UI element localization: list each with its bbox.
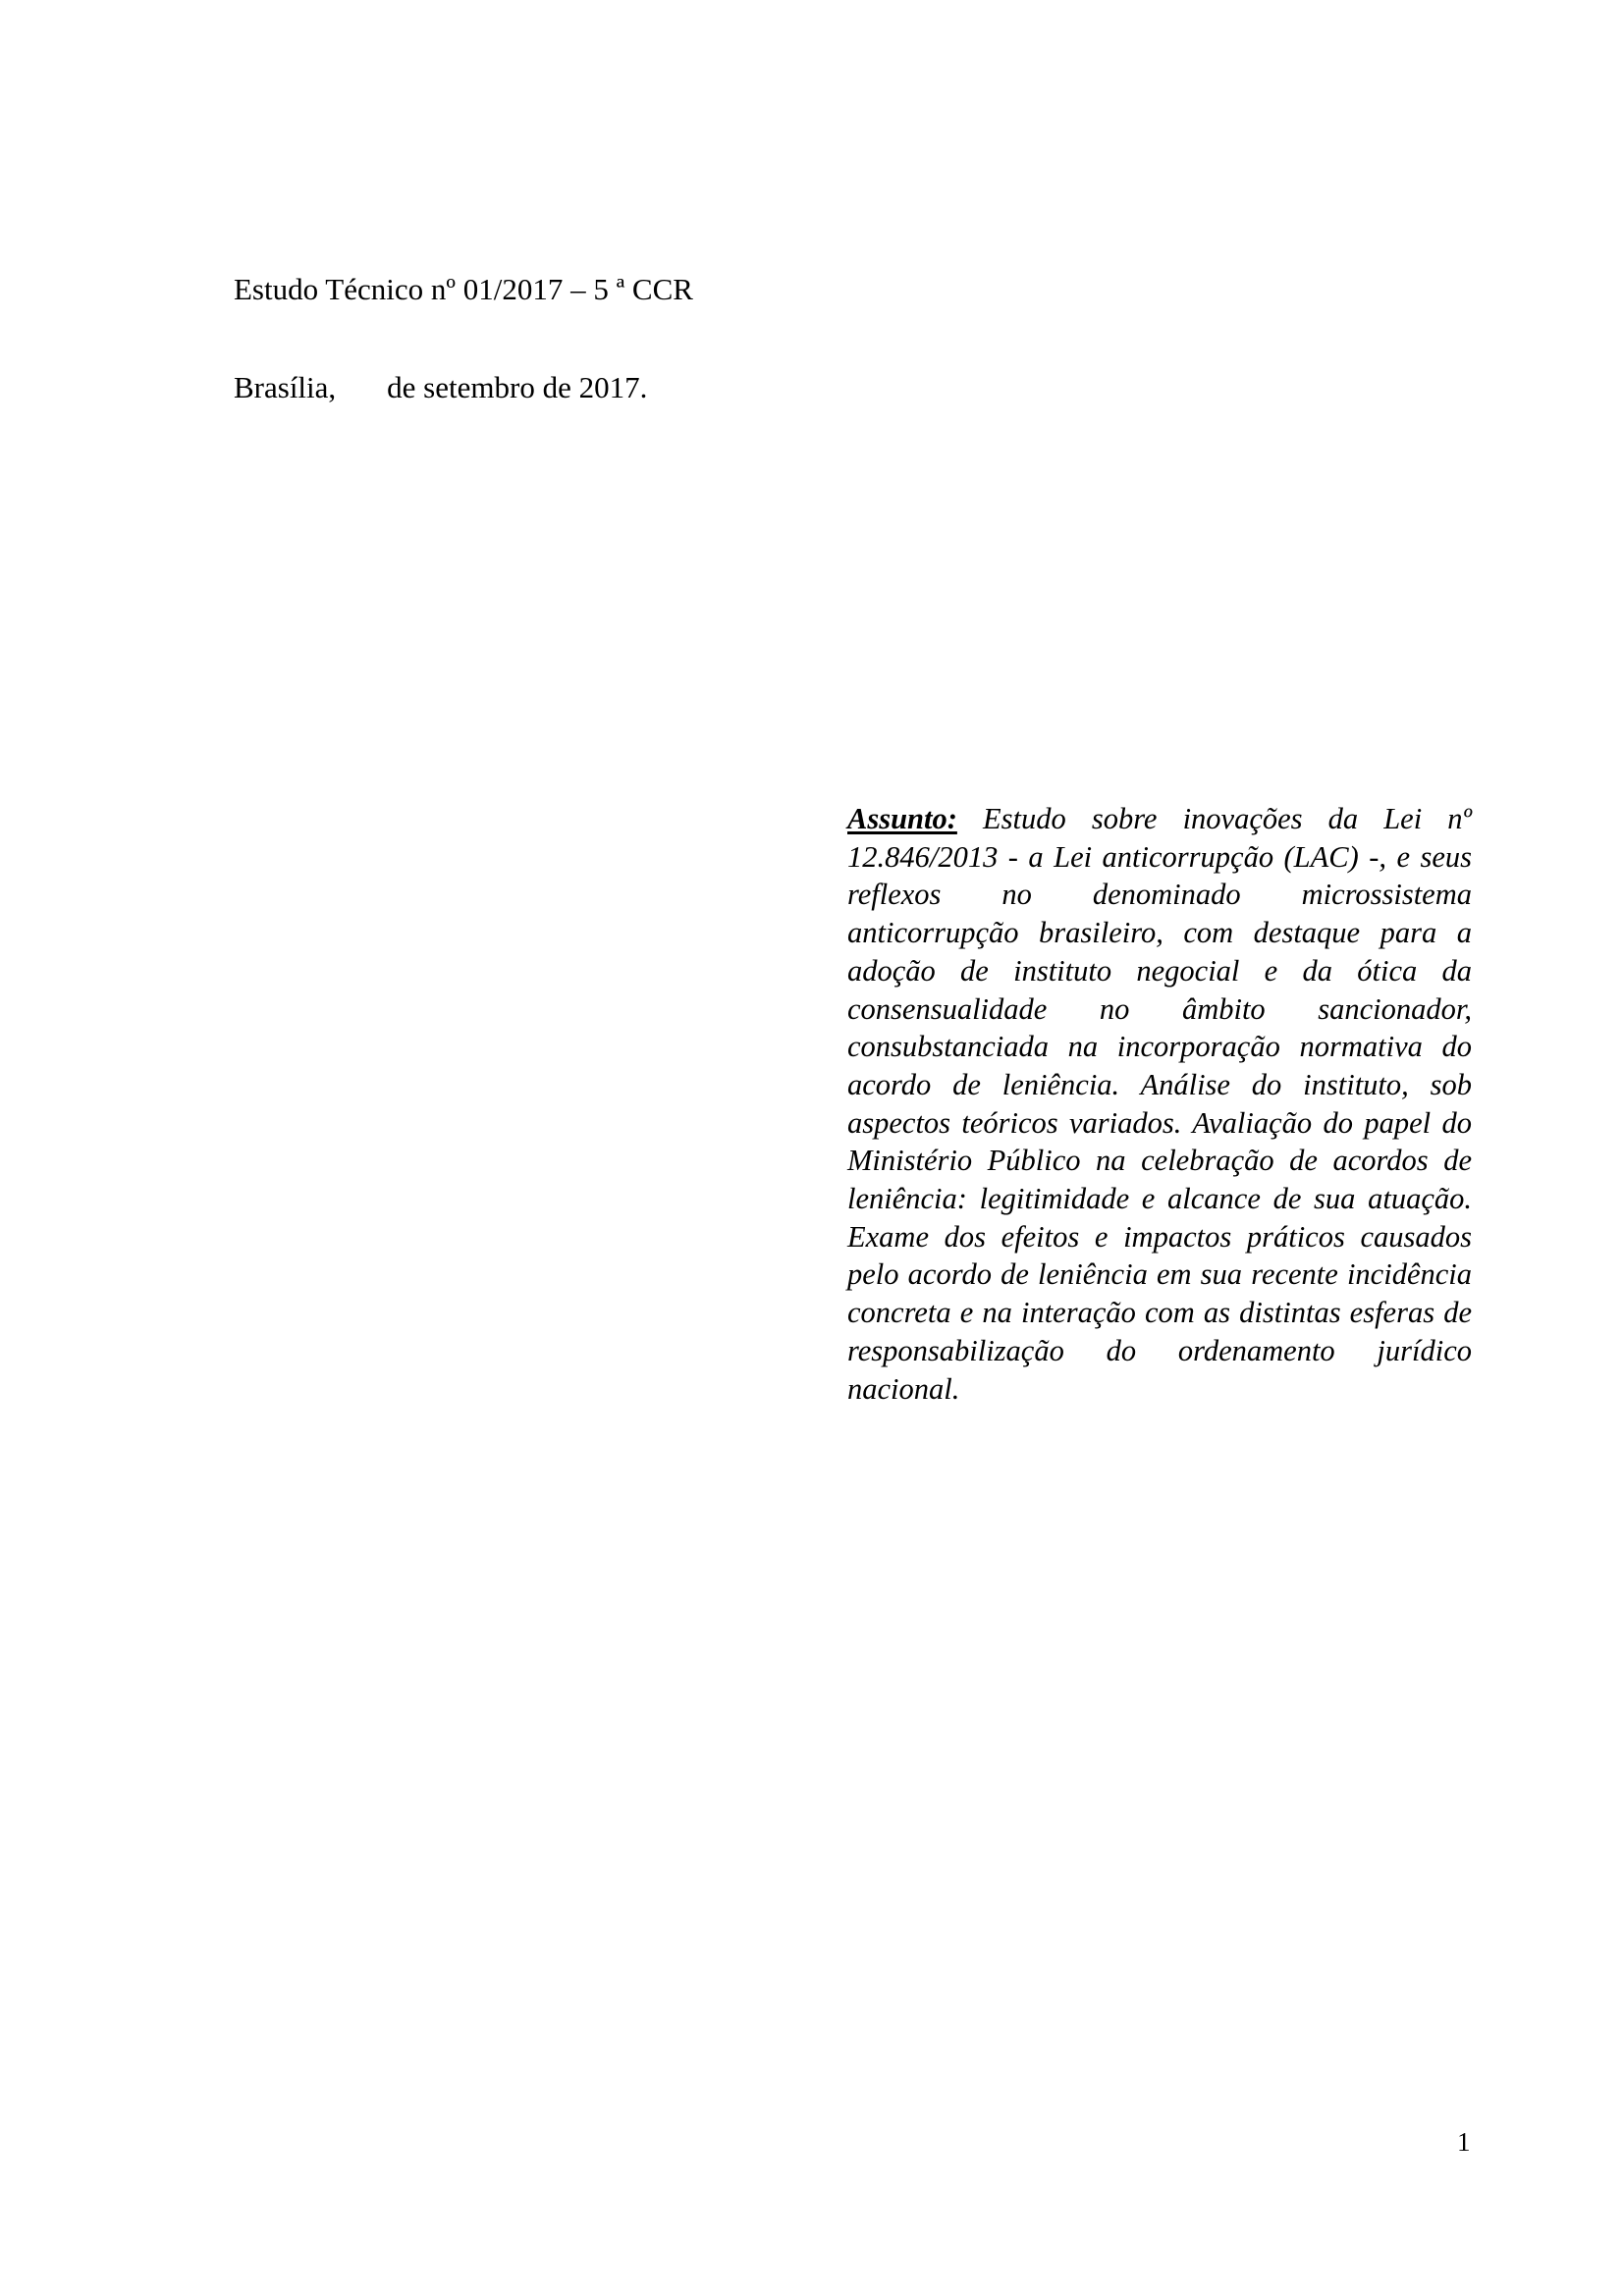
- document-date: [234, 368, 647, 407]
- subject-label: Assunto:: [847, 802, 957, 835]
- subject-block: [847, 800, 1472, 1408]
- date-text: de setembro de 2017.: [387, 370, 648, 404]
- document-header: Estudo Técnico nº 01/2017 – 5 ª CCR: [234, 272, 693, 306]
- date-city: Brasília,: [234, 370, 337, 404]
- subject-text: Estudo sobre inovações da Lei nº 12.846/2013 - a Lei anticorrupção (LAC) -, e seus reflexos no denominado microssistema anticorrupção brasileiro, com destaque para a adoção de instituto negocial e da ótica da consensualidade no âmbito sancionador, consubstanciada na incorporação normativa do acordo de leniência. Análise do instituto, sob aspectos teóricos variados. Avaliação do papel do Ministério Público na celebração de acordos de leniência: legitimidade e alcance de sua atuação. Exame dos efeitos e impactos práticos causados pelo acordo de leniência em sua recente incidência concreta e na interação com as distintas esferas de responsabilização do ordenamento jurídico nacional.: [847, 802, 1472, 1406]
- page-number: 1: [1457, 2127, 1471, 2157]
